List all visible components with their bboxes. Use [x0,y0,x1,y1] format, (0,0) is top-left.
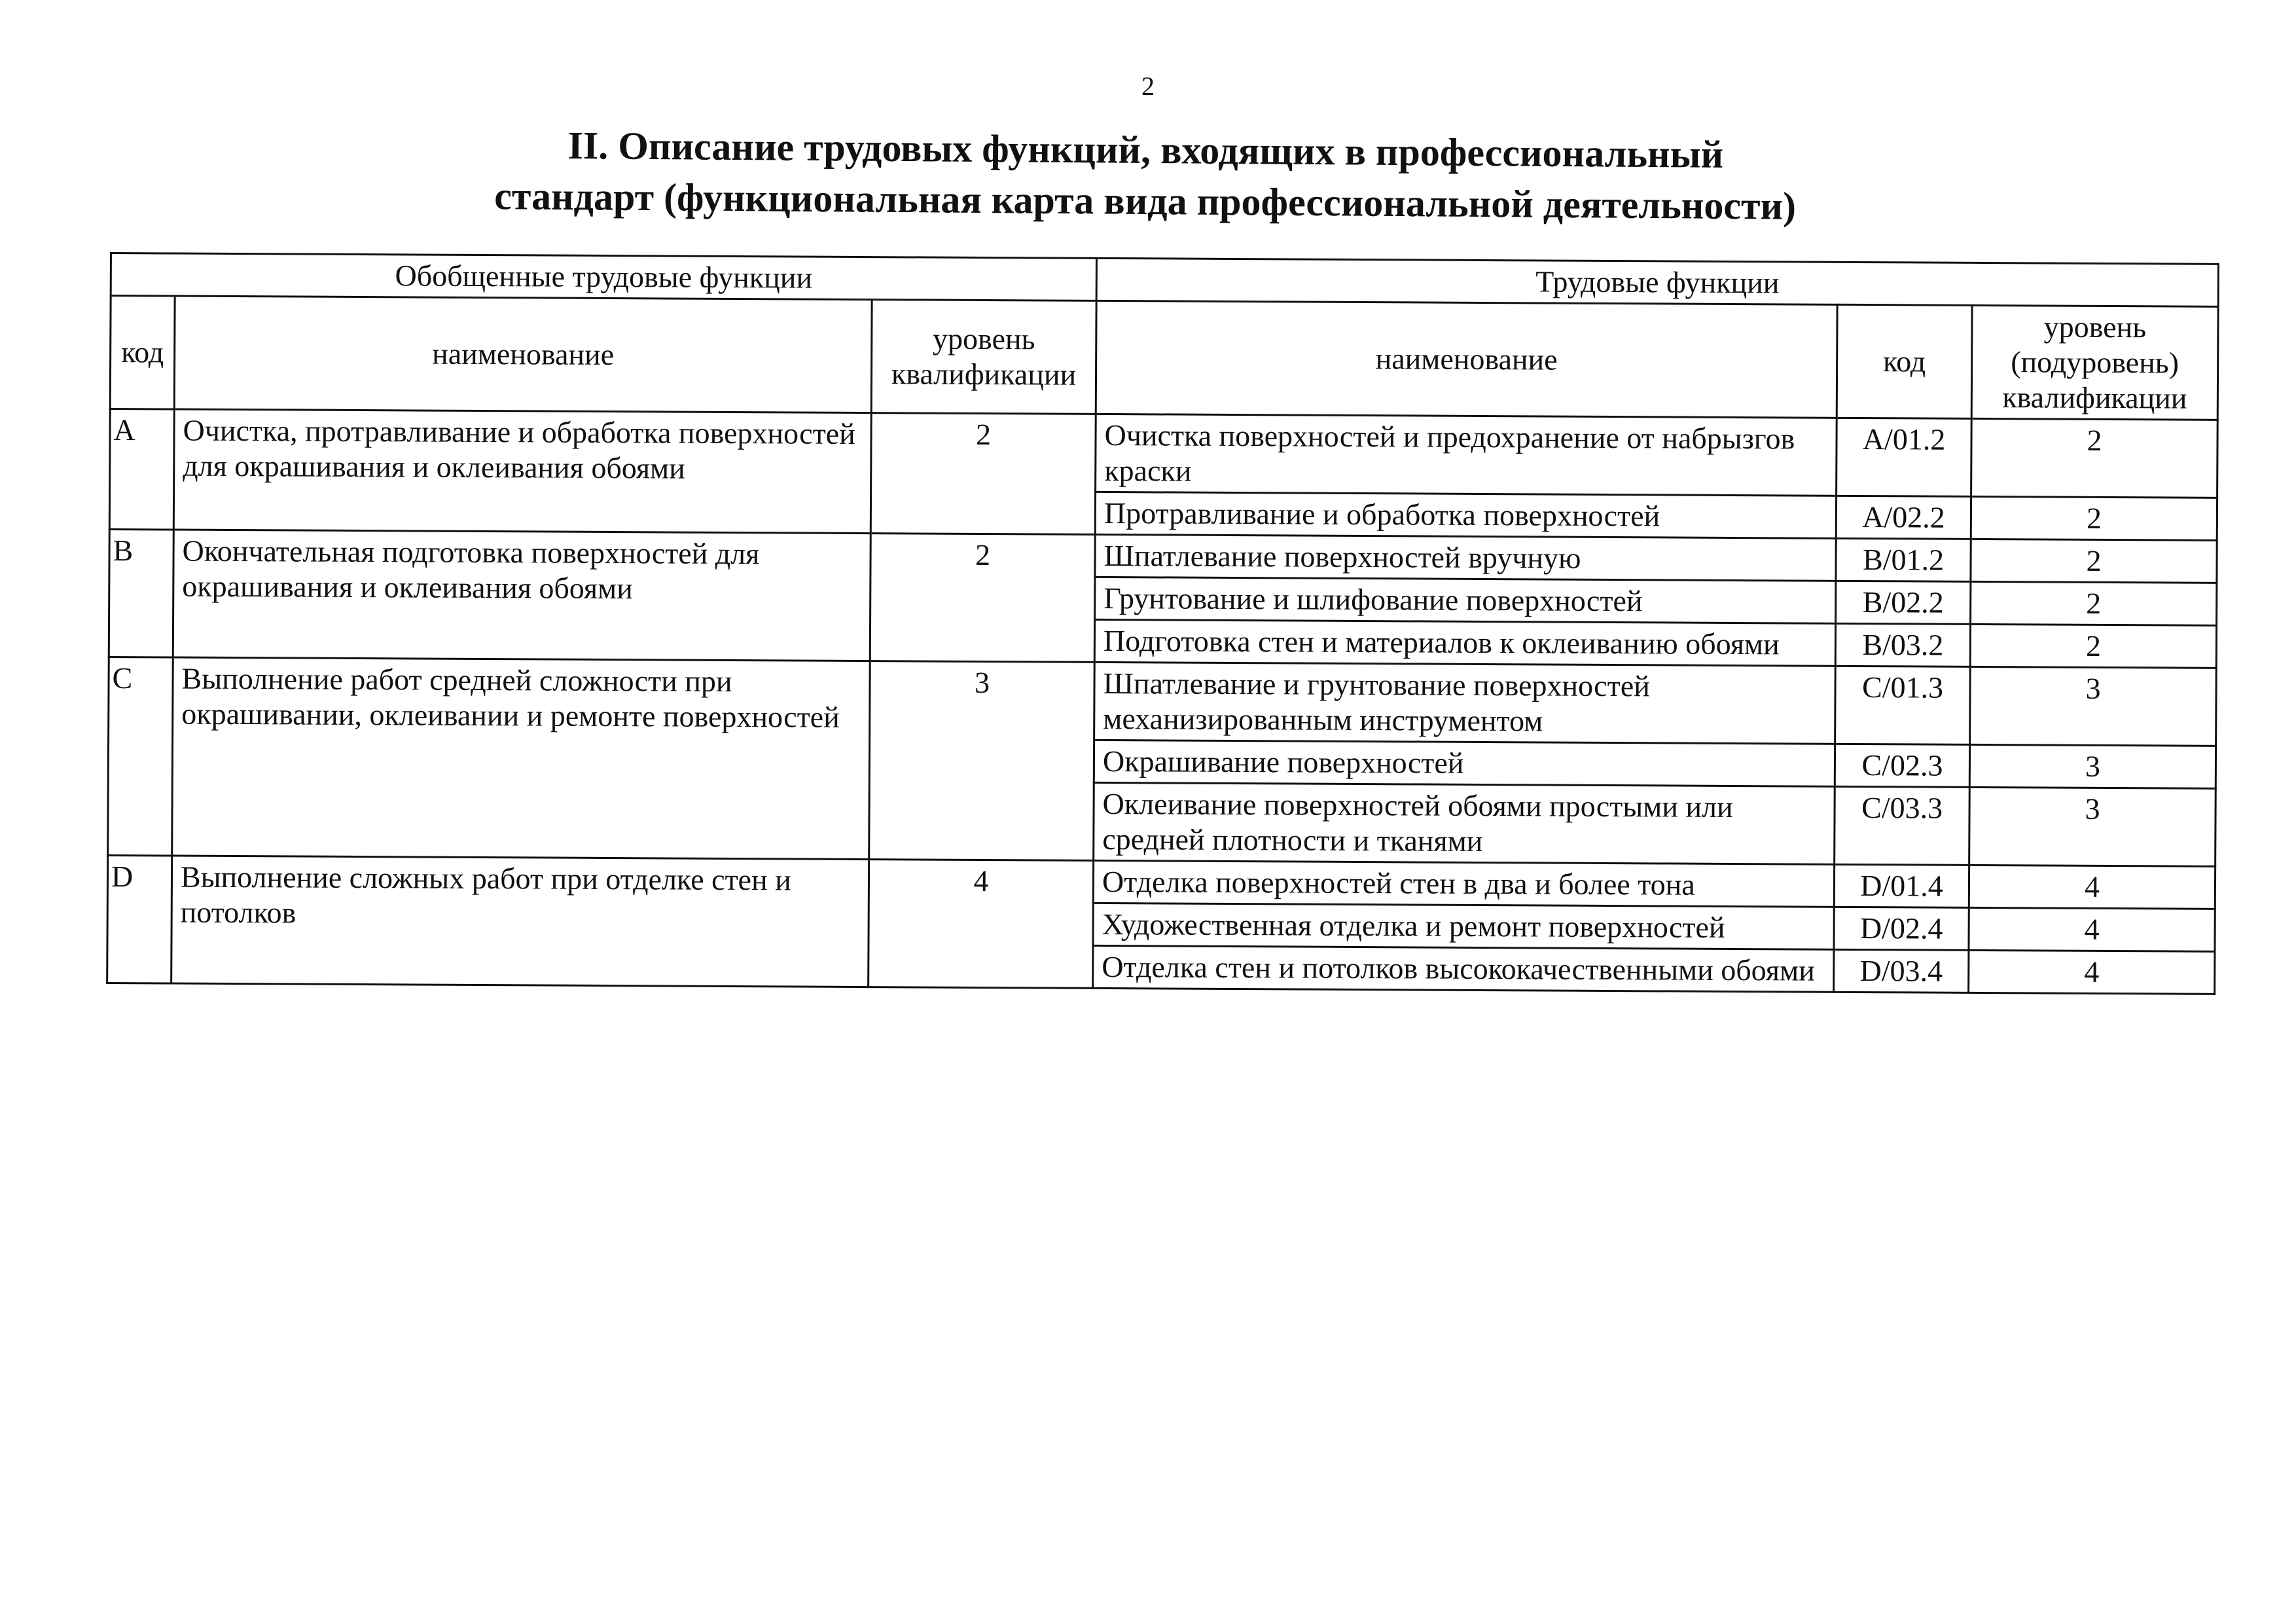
group-name: Очистка, протравливание и обработка поверхностей для окрашивания и оклеивания обоями [173,409,871,534]
function-name: Грунтование и шлифование поверхностей [1095,577,1836,623]
header-group-level: уровень квалификации [871,300,1096,414]
function-level: 3 [1969,744,2215,788]
functional-map-table-wrapper [106,252,2217,995]
header-function-code: код [1837,304,1972,418]
header-group-code: код [110,296,175,410]
group-code: C [108,657,173,856]
function-level: 2 [1971,539,2217,583]
header-generalized-functions: Обобщенные трудовые функции [111,253,1096,301]
function-name: Отделка поверхностей стен в два и более тона [1093,860,1834,907]
function-level: 4 [1969,865,2215,909]
function-level: 2 [1971,418,2218,498]
function-level: 2 [1971,496,2217,540]
function-name: Художественная отделка и ремонт поверхностей [1093,903,1834,949]
table-row [109,657,2217,746]
function-code: B/01.2 [1836,538,1971,581]
function-name: Шпатлевание и грунтование поверхностей механизированным инструментом [1094,662,1836,744]
section-title [392,119,1898,232]
functional-map-table [106,252,2219,995]
header-labor-functions: Трудовые функции [1096,258,2218,306]
function-name: Очистка поверхностей и предохранение от набрызгов краски [1096,414,1837,496]
group-code: D [107,855,172,983]
function-name: Подготовка стен и материалов к оклеиванию обоями [1094,619,1835,666]
function-code: B/02.2 [1836,581,1971,624]
function-code: A/02.2 [1836,496,1971,539]
function-code: D/01.4 [1834,864,1969,907]
group-level: 4 [869,860,1094,989]
function-code: B/03.2 [1835,623,1970,666]
page-number: 2 [1141,71,1155,101]
section-title-line-2: стандарт (функциональная карта вида профессиональной деятельности) [494,174,1797,228]
function-code: C/01.3 [1835,666,1971,744]
function-code: C/03.3 [1835,786,1970,865]
function-code: C/02.3 [1835,744,1969,787]
function-level: 2 [1971,581,2217,625]
function-name: Шпатлевание поверхностей вручную [1095,534,1836,581]
group-level: 2 [870,413,1096,535]
group-code: A [109,409,174,530]
group-name: Выполнение работ средней сложности при окрашивании, оклеивании и ремонте поверхностей [172,657,870,860]
function-level: 3 [1970,666,2217,746]
function-code: A/01.2 [1837,418,1972,496]
function-name: Протравливание и обработка поверхностей [1095,492,1836,538]
function-level: 4 [1969,907,2215,951]
header-function-level: уровень (подуровень) квалификации [1971,305,2218,420]
function-name: Отделка стен и потолков высококачественными обоями [1093,945,1834,992]
group-code: B [109,530,173,658]
function-level: 2 [1970,624,2216,668]
function-name: Окрашивание поверхностей [1094,740,1835,786]
section-title-line-1: II. Описание трудовых функций, входящих в профессиональный [567,124,1724,176]
table-row [110,409,2218,498]
function-level: 3 [1969,787,2216,866]
function-code: D/03.4 [1834,949,1969,993]
function-name: Оклеивание поверхностей обоями простыми или средней плотности и тканями [1094,782,1835,864]
group-level: 3 [869,661,1095,861]
function-code: D/02.4 [1834,907,1969,950]
header-group-name: наименование [174,296,872,413]
group-name: Окончательная подготовка поверхностей для окрашивания и оклеивания обоями [173,530,870,661]
group-level: 2 [870,534,1095,663]
header-function-name: наименование [1096,301,1837,418]
function-level: 4 [1969,950,2215,994]
group-name: Выполнение сложных работ при отделке стен и потолков [171,856,869,987]
